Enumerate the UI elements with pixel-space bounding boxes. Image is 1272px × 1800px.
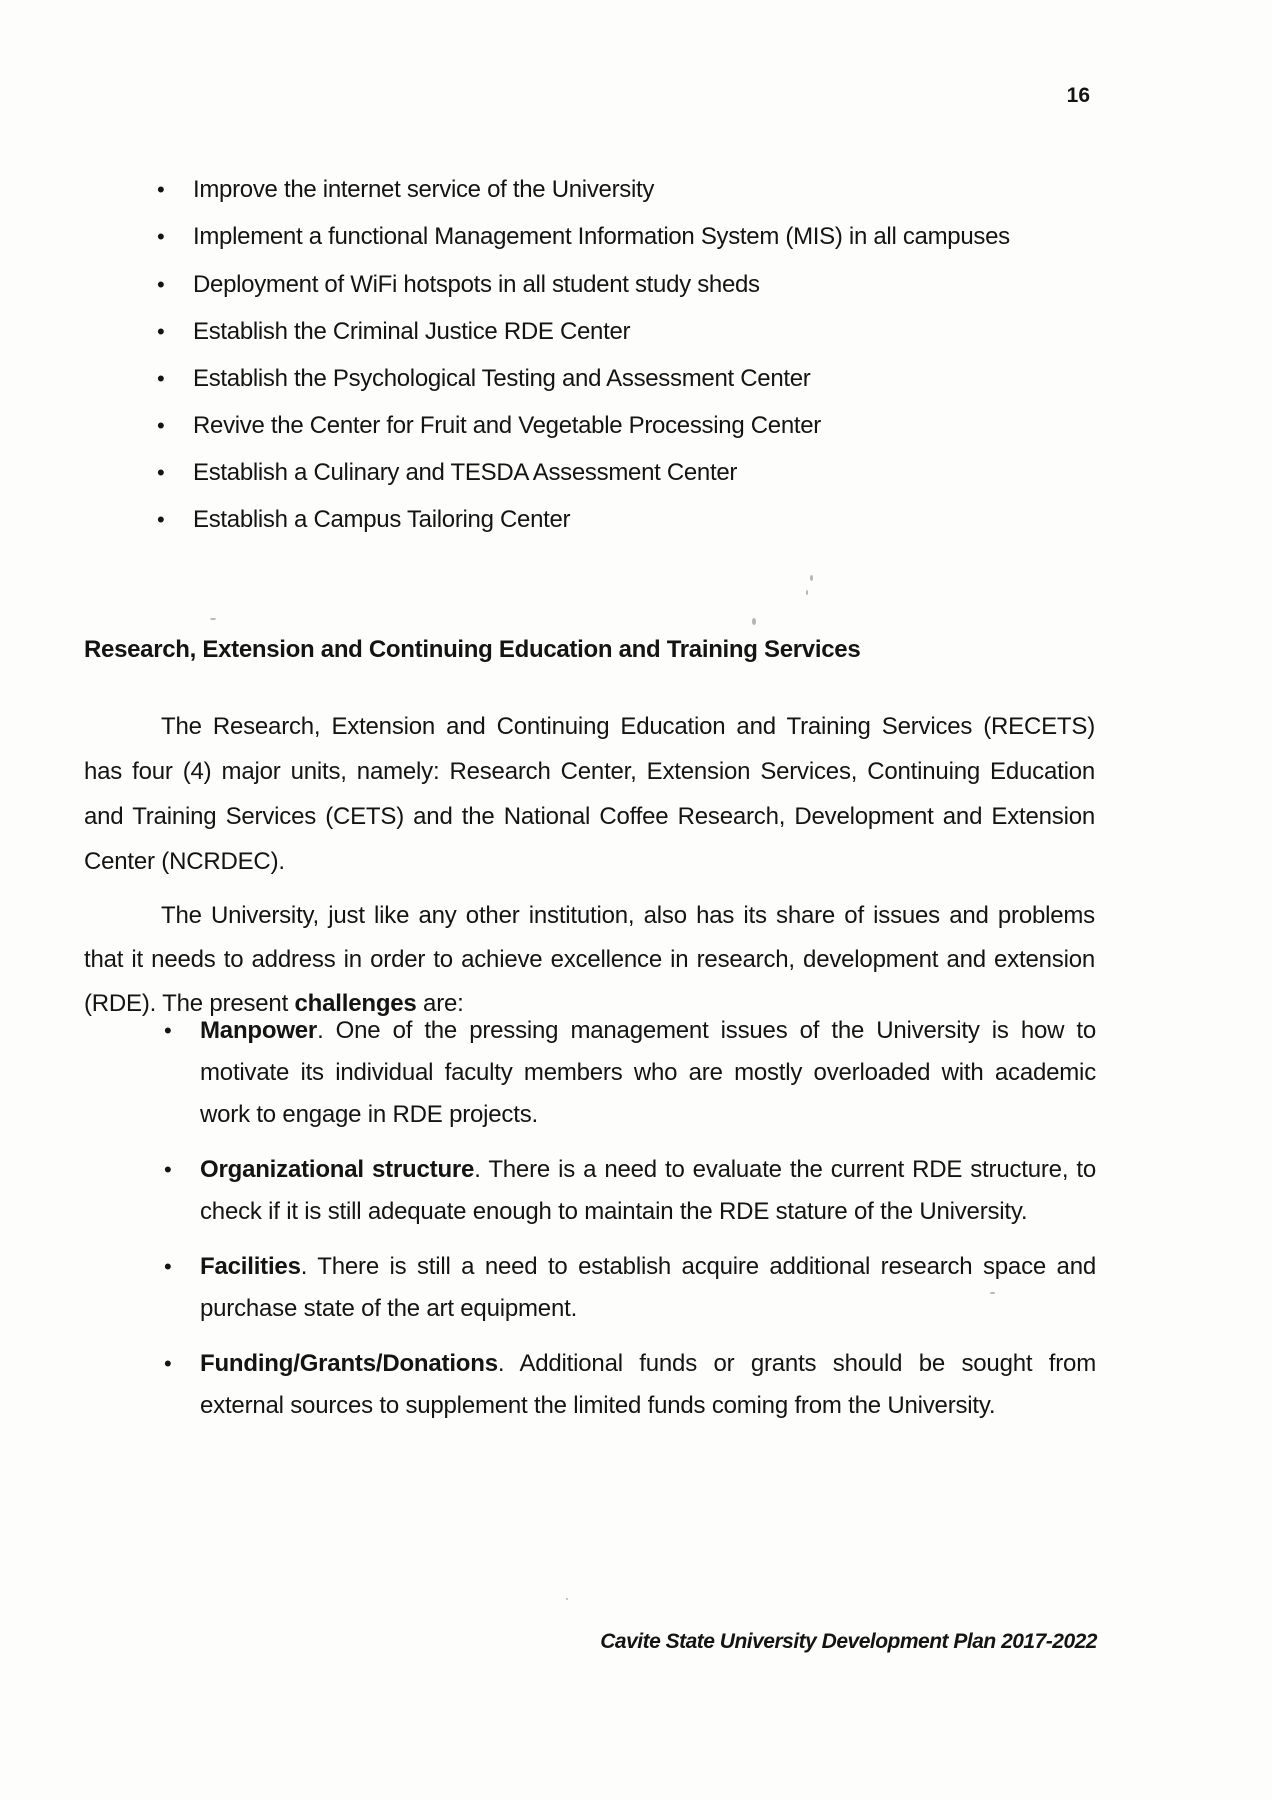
priority-list — [193, 166, 1088, 543]
section-heading: Research, Extension and Continuing Education and Training Services — [84, 636, 861, 663]
challenge-text: . There is still a need to establish acquire additional research space and purchase state of the art equipment. — [200, 1253, 1096, 1322]
challenge-term: Manpower — [200, 1017, 318, 1044]
scan-artifact — [210, 618, 216, 620]
scan-artifact — [752, 618, 756, 625]
list-item: • Establish a Culinary and TESDA Assessment Center — [193, 449, 1088, 496]
document-footer: Cavite State University Development Plan 2017-2022 — [600, 1630, 1097, 1653]
challenges-intro-paragraph — [84, 894, 1095, 1026]
recets-paragraph: The Research, Extension and Continuing Education and Training Services (RECETS) has four (4) major units, namely: Research Center, Extension Services, Continuing Education and Training Services (CETS) and the National Coffee Research, Development and Extension Center (NCRDEC). — [84, 713, 1095, 875]
challenge-text: . Additional funds or grants should be sought from external sources to supplement the limited funds coming from the University. — [200, 1350, 1096, 1419]
list-item: • Improve the internet service of the University — [193, 166, 1088, 213]
scan-artifact — [990, 1292, 995, 1294]
page-number: 16 — [1066, 84, 1090, 107]
challenge-term: Funding/Grants/Donations — [200, 1350, 498, 1377]
list-item: • Establish the Criminal Justice RDE Center — [193, 308, 1088, 355]
challenge-item — [200, 1246, 1096, 1330]
challenge-item — [200, 1149, 1096, 1233]
challenge-item — [200, 1010, 1096, 1136]
challenges-keyword: challenges — [294, 990, 417, 1017]
challenge-term: Facilities — [200, 1253, 301, 1280]
scan-artifact — [566, 1598, 568, 1600]
list-item: • Revive the Center for Fruit and Vegetable Processing Center — [193, 402, 1088, 449]
challenge-item — [200, 1343, 1096, 1427]
challenge-term: Organizational structure — [200, 1156, 475, 1183]
challenge-text: . There is a need to evaluate the current RDE structure, to check if it is still adequate enough to maintain the RDE stature of the University. — [200, 1156, 1096, 1225]
list-item: • Implement a functional Management Information System (MIS) in all campuses — [193, 213, 1088, 261]
paragraph-tail: are: — [416, 990, 464, 1017]
challenges-list — [200, 1010, 1096, 1440]
challenge-text: . One of the pressing management issues of the University is how to motivate its individual faculty members who are mostly overloaded with academic work to engage in RDE projects. — [200, 1017, 1096, 1128]
list-item: • Deployment of WiFi hotspots in all student study sheds — [193, 261, 1088, 308]
list-item: • Establish the Psychological Testing and Assessment Center — [193, 355, 1088, 402]
scan-artifact — [806, 590, 808, 595]
list-item: • Establish a Campus Tailoring Center — [193, 496, 1088, 543]
paragraph-text: The University, just like any other institution, also has its share of issues and problems that it needs to address in order to achieve excellence in research, development and extension (RDE). The present — [84, 902, 1095, 1017]
scan-artifact — [810, 575, 813, 581]
